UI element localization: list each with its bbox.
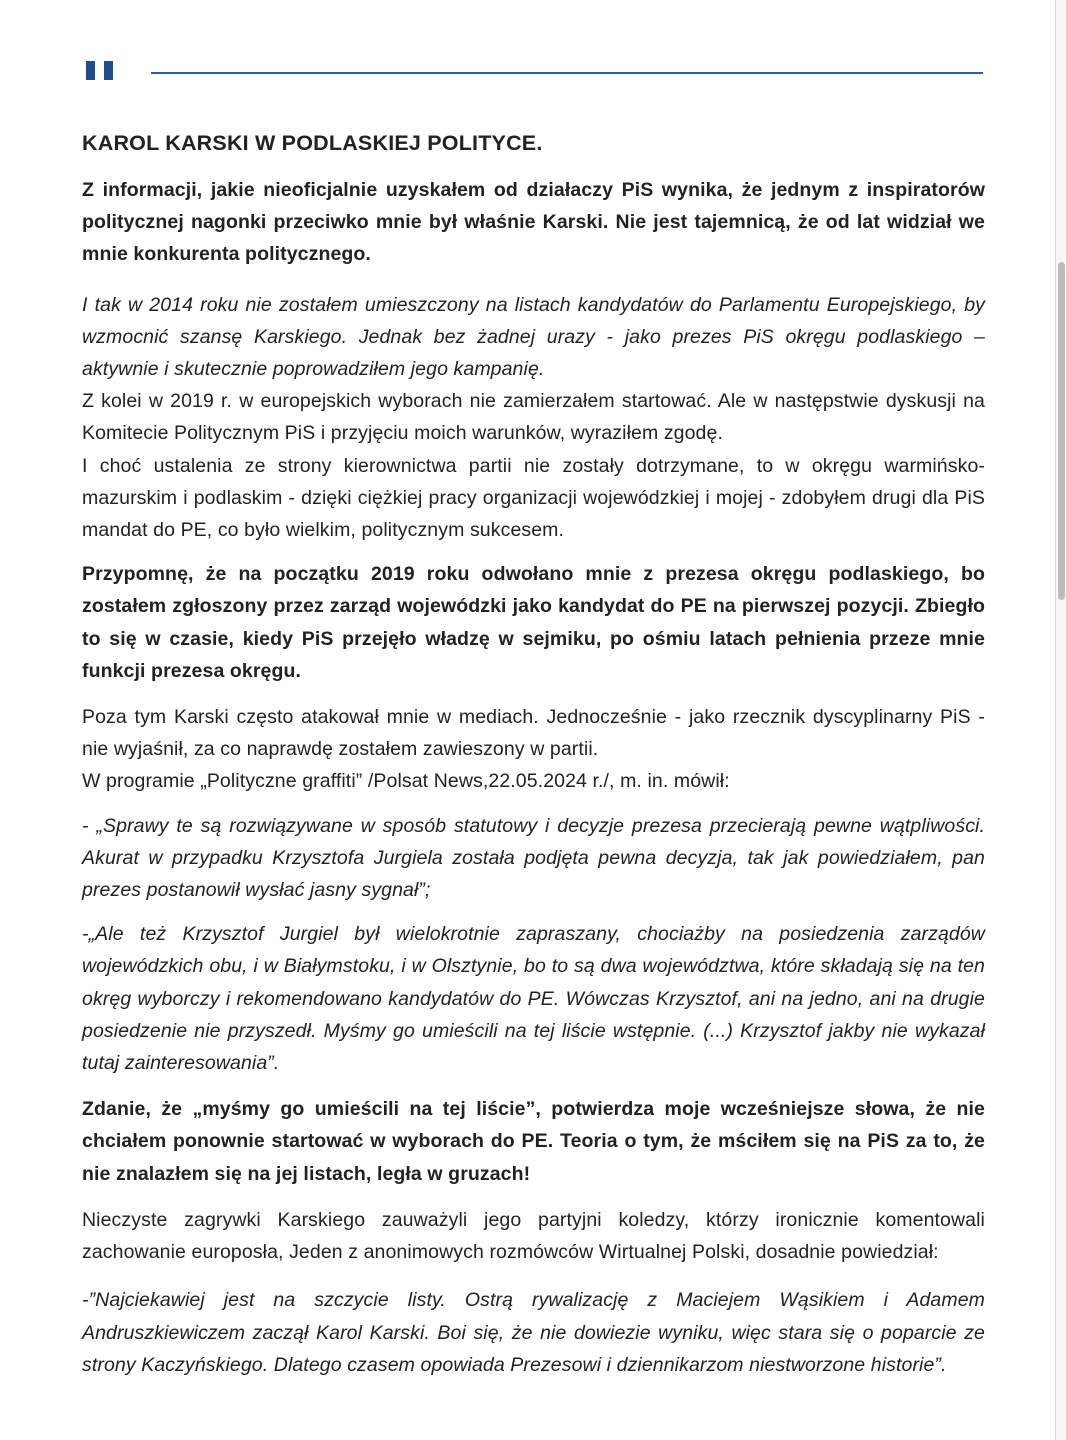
paragraph-5: Przypomnę, że na początku 2019 roku odwołano mnie z prezesa okręgu podlaskiego, bo zostałem zgłoszony przez zarząd wojewódzki jako kandydat do PE na pierwszej pozycji. Zbiegło to się w czasie, kiedy PiS przejęło władzę w sejmiku, po ośmiu latach pełnienia przeze mnie funkcji prezesa okręgu. (82, 563, 985, 682)
page-scrollbar[interactable] (1055, 0, 1066, 1440)
paragraph-3: Z kolei w 2019 r. w europejskich wyborach nie zamierzałem startować. Ale w następstwie dyskusji na Komitecie Politycznym PiS i przyjęciu moich warunków, wyraziłem zgodę. (82, 390, 985, 445)
quote-1: - „Sprawy te są rozwiązywane w sposób statutowy i decyzje prezesa przecierają pewne wątpliwości. Akurat w przypadku Krzysztofa Jurgiela została podjęta pewna decyzja, tak jak powiedziałem, pan prezes postanowił wysłać jasny sygnał”; (82, 814, 985, 902)
paragraph-7: W programie „Polityczne graffiti” /Polsat News,22.05.2024 r./, m. in. mówił: (82, 770, 730, 793)
paragraph-2: I tak w 2014 roku nie zostałem umieszczony na listach kandydatów do Parlamentu Europejskiego, by wzmocnić szansę Karskiego. Jednak bez żadnej urazy - jako prezes PiS okręgu podlaskiego – aktywnie i skutecznie poprowadziłem jego kampanię. (82, 293, 985, 381)
paragraph-4: I choć ustalenia ze strony kierownictwa partii nie zostały dotrzymane, to w okręgu warmińsko-mazurskim i podlaskim - dzięki ciężkiej pracy organizacji wojewódzkiej i mojej - zdobyłem drugi dla PiS mandat do PE, co było wielkim, politycznym sukcesem. (82, 454, 985, 542)
quote-mark-icon (86, 61, 116, 81)
paragraph-8: Zdanie, że „myśmy go umieścili na tej liście”, potwierdza moje wcześniejsze słowa, że nie chciałem ponownie startować w wyborach do PE. Teoria o tym, że mściłem się na PiS za to, że nie znalazłem się na jej listach, legła w gruzach! (82, 1098, 985, 1185)
quote-mark-bar-right (104, 61, 113, 80)
scrollbar-thumb[interactable] (1058, 262, 1065, 600)
header-divider (151, 72, 983, 74)
paragraph-9: Nieczyste zagrywki Karskiego zauważyli jego partyjni koledzy, którzy ironicznie komentowali zachowanie europosła, Jeden z anonimowych rozmówców Wirtualnej Polski, dosadnie powiedział: (82, 1208, 985, 1264)
article-title: KAROL KARSKI W PODLASKIEJ POLITYCE. (82, 131, 543, 155)
quote-3: -”Najciekawiej jest na szczycie listy. Ostrą rywalizację z Maciejem Wąsikiem i Adamem Andruszkiewiczem zaczął Karol Karski. Boi się, że nie dowiezie wyniku, więc stara się o poparcie ze strony Kaczyńskiego. Dlatego czasem opowiada Prezesowi i dziennikarzom niestworzone historie”. (82, 1289, 985, 1376)
article-body (82, 127, 985, 1381)
paragraph-1: Z informacji, jakie nieoficjalnie uzyskałem od działaczy PiS wynika, że jednym z inspiratorów politycznej nagonki przeciwko mnie był właśnie Karski. Nie jest tajemnicą, że od lat widział we mnie konkurenta politycznego. (82, 179, 985, 266)
quote-mark-bar-left (86, 61, 95, 80)
paragraph-6: Poza tym Karski często atakował mnie w mediach. Jednocześnie - jako rzecznik dyscyplinarny PiS - nie wyjaśnił, za co naprawdę zostałem zawieszony w partii. (82, 706, 985, 761)
quote-2: -„Ale też Krzysztof Jurgiel był wielokrotnie zapraszany, chociażby na posiedzenia zarządów wojewódzkich obu, i w Białymstoku, i w Olsztynie, bo to są dwa województwa, które składają się na ten okręg wyborczy i rekomendowano kandydatów do PE. Wówczas Krzysztof, ani na jedno, ani na drugie posiedzenie nie przyszedł. Myśmy go umieścili na tej liście wstępnie. (...) Krzysztof jakby nie wykazał tutaj zainteresowania”. (82, 923, 985, 1075)
